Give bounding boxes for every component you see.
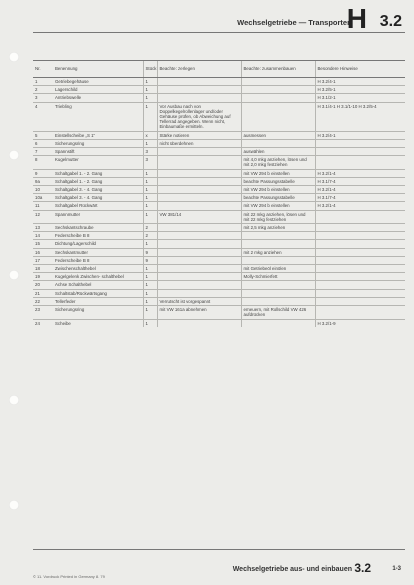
col-stueck-cell: 1	[143, 202, 157, 210]
col-zusammenbauen-cell: mit Getriebeöl einölen	[241, 265, 315, 273]
col-zusammenbauen-cell: beachte Passungsstabelle	[241, 194, 315, 202]
col-stueck-cell: 1	[143, 289, 157, 297]
parts-table	[33, 60, 405, 327]
col-zusammenbauen-cell	[241, 86, 315, 94]
header-col-hinweise: Besondere Hinweise	[315, 61, 405, 78]
col-nr-cell: 2	[33, 86, 53, 94]
col-benennung-cell: Schaltstab/Rückwärtsgang	[53, 289, 143, 297]
table-row	[33, 139, 405, 147]
col-nr-cell: 6	[33, 139, 53, 147]
col-nr-cell: 15	[33, 240, 53, 248]
col-hinweise-cell	[315, 281, 405, 289]
col-benennung-cell: Spannmutter	[53, 210, 143, 223]
col-zerlegen-cell: mit VW 161a abnehmen	[157, 306, 241, 319]
col-nr-cell: 1	[33, 78, 53, 86]
col-zerlegen-cell	[157, 224, 241, 232]
col-zerlegen-cell: VW 381/14	[157, 210, 241, 223]
col-stueck-cell: 1	[143, 78, 157, 86]
col-benennung-cell: Achse Schalthebel	[53, 281, 143, 289]
col-benennung-cell: Schaltgabel 3. - 4. Gang	[53, 194, 143, 202]
col-benennung-cell: Triebling	[53, 102, 143, 131]
col-zerlegen-cell	[157, 86, 241, 94]
col-zerlegen-cell	[157, 177, 241, 185]
table-row	[33, 232, 405, 240]
col-stueck-cell: 1	[143, 94, 157, 102]
col-hinweise-cell: H 3.2/1-4	[315, 186, 405, 194]
col-zusammenbauen-cell	[241, 94, 315, 102]
col-stueck-cell: 1	[143, 240, 157, 248]
punch-hole	[9, 270, 19, 280]
col-zusammenbauen-cell: ausmessen	[241, 131, 315, 139]
col-benennung-cell: Schaltgabel 3. - 4. Gang	[53, 186, 143, 194]
col-zusammenbauen-cell	[241, 256, 315, 264]
col-benennung-cell: Getriebegehäuse	[53, 78, 143, 86]
col-stueck-cell: 2	[143, 232, 157, 240]
table-row	[33, 194, 405, 202]
section-title: Wechselgetriebe — Transporter	[237, 18, 350, 27]
col-hinweise-cell	[315, 139, 405, 147]
col-hinweise-cell: H 3.2/4-1	[315, 131, 405, 139]
col-nr-cell: 21	[33, 289, 53, 297]
col-zusammenbauen-cell: erneuern, mit Rollschild VW 426 aufdrücken	[241, 306, 315, 319]
col-zerlegen-cell	[157, 169, 241, 177]
col-hinweise-cell: H 3.2/4-1	[315, 78, 405, 86]
punch-hole	[9, 500, 19, 510]
table-row	[33, 319, 405, 327]
table-row	[33, 156, 405, 169]
col-benennung-cell: Federscheibe B 8	[53, 232, 143, 240]
col-stueck-cell: 2	[143, 224, 157, 232]
col-hinweise-cell: H 3.2/1-4	[315, 202, 405, 210]
table-row	[33, 131, 405, 139]
col-zusammenbauen-cell: mit 2 mkg anziehen	[241, 248, 315, 256]
col-zusammenbauen-cell	[241, 240, 315, 248]
col-zerlegen-cell	[157, 240, 241, 248]
col-benennung-cell: Zwischenschalthebel	[53, 265, 143, 273]
col-zerlegen-cell	[157, 78, 241, 86]
col-nr-cell: 10	[33, 186, 53, 194]
col-stueck-cell: 1	[143, 169, 157, 177]
col-benennung-cell: Lagerschild	[53, 86, 143, 94]
table-row	[33, 148, 405, 156]
header-rule	[33, 32, 405, 33]
col-hinweise-cell	[315, 265, 405, 273]
col-zusammenbauen-cell: mit VW 294 b einstellen	[241, 202, 315, 210]
col-zerlegen-cell	[157, 148, 241, 156]
table-body	[33, 78, 405, 327]
col-nr-cell: 8	[33, 156, 53, 169]
page-number: 1-3	[392, 566, 401, 572]
col-hinweise-cell	[315, 306, 405, 319]
col-zusammenbauen-cell	[241, 232, 315, 240]
col-nr-cell: 14	[33, 232, 53, 240]
col-benennung-cell: Sicherungsring	[53, 139, 143, 147]
col-zerlegen-cell	[157, 232, 241, 240]
table-row	[33, 94, 405, 102]
col-hinweise-cell: H 3.1/7-4	[315, 177, 405, 185]
col-nr-cell: 17	[33, 256, 53, 264]
col-stueck-cell: 1	[143, 102, 157, 131]
page-header	[0, 0, 414, 40]
col-benennung-cell: Tellerfeder	[53, 297, 143, 305]
punch-hole	[9, 52, 19, 62]
col-zerlegen-cell	[157, 94, 241, 102]
table-row	[33, 265, 405, 273]
col-zusammenbauen-cell: auswählen	[241, 148, 315, 156]
col-nr-cell: 11	[33, 202, 53, 210]
col-benennung-cell: Sechskantschraube	[53, 224, 143, 232]
col-nr-cell: 7	[33, 148, 53, 156]
header-col-zusammenbauen: Beachte: zusammenbauen	[241, 61, 315, 78]
col-zerlegen-cell	[157, 194, 241, 202]
col-zerlegen-cell	[157, 289, 241, 297]
col-nr-cell: 4	[33, 102, 53, 131]
table-row	[33, 248, 405, 256]
col-zusammenbauen-cell	[241, 102, 315, 131]
col-stueck-cell: 1	[143, 265, 157, 273]
page-footer	[0, 549, 414, 585]
col-stueck-cell: 1	[143, 194, 157, 202]
col-benennung-cell: Kugelgelenk Zwischen- schalthebel	[53, 273, 143, 281]
col-hinweise-cell	[315, 148, 405, 156]
section-letter: H	[346, 3, 367, 34]
col-hinweise-cell	[315, 297, 405, 305]
table-row	[33, 240, 405, 248]
punch-hole	[9, 395, 19, 405]
col-zerlegen-cell: nicht überdehnen	[157, 139, 241, 147]
header-col-nr: Nr.	[33, 61, 53, 78]
col-nr-cell: 10a	[33, 194, 53, 202]
col-hinweise-cell: H 3.2/5-1	[315, 86, 405, 94]
col-hinweise-cell	[315, 224, 405, 232]
col-zusammenbauen-cell: mit VW 294 b einstellen	[241, 186, 315, 194]
col-zerlegen-cell: Verrutscht ist vorgespannt	[157, 297, 241, 305]
col-hinweise-cell	[315, 289, 405, 297]
section-number: 3.2	[379, 13, 402, 30]
col-zusammenbauen-cell: beachte Passungsstabelle	[241, 177, 315, 185]
col-nr-cell: 13	[33, 224, 53, 232]
col-nr-cell: 5	[33, 131, 53, 139]
col-stueck-cell: 1	[143, 273, 157, 281]
col-nr-cell: 23	[33, 306, 53, 319]
col-zerlegen-cell	[157, 273, 241, 281]
table-row	[33, 281, 405, 289]
col-zerlegen-cell	[157, 248, 241, 256]
col-hinweise-cell: H 3.1/2-1	[315, 94, 405, 102]
col-zusammenbauen-cell	[241, 289, 315, 297]
col-zerlegen-cell	[157, 156, 241, 169]
col-zusammenbauen-cell	[241, 319, 315, 327]
col-hinweise-cell	[315, 240, 405, 248]
col-hinweise-cell: H 3.1/4-1 H 3.1/1-10 H 3.2/5-4	[315, 102, 405, 131]
header-col-benennung: Benennung	[53, 61, 143, 78]
col-nr-cell: 20	[33, 281, 53, 289]
col-stueck-cell: 1	[143, 281, 157, 289]
col-stueck-cell: 1	[143, 139, 157, 147]
col-zusammenbauen-cell: mit 2,5 mkg anziehen	[241, 224, 315, 232]
header-col-zerlegen: Beachte: zerlegen	[157, 61, 241, 78]
punch-hole	[9, 150, 19, 160]
col-benennung-cell: Scheibe	[53, 319, 143, 327]
col-benennung-cell: Dichtung/Lagerschild	[53, 240, 143, 248]
col-hinweise-cell	[315, 273, 405, 281]
col-stueck-cell: 1	[143, 306, 157, 319]
col-zusammenbauen-cell	[241, 297, 315, 305]
col-nr-cell: 24	[33, 319, 53, 327]
table-row	[33, 297, 405, 305]
col-benennung-cell: Sechskantmutter	[53, 248, 143, 256]
col-benennung-cell: Schaltgabel 1. - 2. Gang	[53, 177, 143, 185]
col-stueck-cell: 1	[143, 177, 157, 185]
col-stueck-cell: x	[143, 131, 157, 139]
col-stueck-cell: 9	[143, 256, 157, 264]
table-row	[33, 306, 405, 319]
col-hinweise-cell	[315, 232, 405, 240]
col-benennung-cell: Spannstift	[53, 148, 143, 156]
col-nr-cell: 22	[33, 297, 53, 305]
col-benennung-cell: Schaltgabel 1. - 2. Gang	[53, 169, 143, 177]
table-row	[33, 86, 405, 94]
col-benennung-cell: Sicherungsring	[53, 306, 143, 319]
table-header	[33, 61, 405, 78]
col-stueck-cell: 9	[143, 248, 157, 256]
col-zerlegen-cell	[157, 319, 241, 327]
col-nr-cell: 16	[33, 248, 53, 256]
col-benennung-cell: Einstellscheibe „S 1“	[53, 131, 143, 139]
col-hinweise-cell	[315, 256, 405, 264]
col-zusammenbauen-cell	[241, 139, 315, 147]
col-nr-cell: 9	[33, 169, 53, 177]
col-zusammenbauen-cell: mit 22 mkg anziehen, lösen und mit 22 mkg festziehen	[241, 210, 315, 223]
col-benennung-cell: Kugelmutter	[53, 156, 143, 169]
col-zusammenbauen-cell: mit VW 294 b einstellen	[241, 169, 315, 177]
col-stueck-cell: 3	[143, 148, 157, 156]
col-nr-cell: 9a	[33, 177, 53, 185]
footer-title: Wechselgetriebe aus- und einbauen	[232, 566, 352, 573]
col-stueck-cell: 1	[143, 210, 157, 223]
table-row	[33, 202, 405, 210]
footer-rule	[33, 549, 405, 550]
col-zerlegen-cell: Vor Ausbau nach von Doppelkegelrollenlager und/oder Gehäuse prüfen, ob Abweichung auf Tellerrad angegeben. Wenn nicht, Einbaumaße ermitteln.	[157, 102, 241, 131]
col-nr-cell: 3	[33, 94, 53, 102]
col-hinweise-cell	[315, 248, 405, 256]
col-zerlegen-cell: Stärke notieren	[157, 131, 241, 139]
col-benennung-cell: Federscheibe B 8	[53, 256, 143, 264]
col-zerlegen-cell	[157, 281, 241, 289]
header-col-stueck: Stück	[143, 61, 157, 78]
col-stueck-cell: 1	[143, 86, 157, 94]
print-note: © 11. Vordruck Printed in Germany 8. 79	[33, 574, 105, 579]
table-row	[33, 289, 405, 297]
col-hinweise-cell: H 3.2/1-4	[315, 169, 405, 177]
col-nr-cell: 19	[33, 273, 53, 281]
col-zerlegen-cell	[157, 256, 241, 264]
table-row	[33, 78, 405, 86]
col-nr-cell: 18	[33, 265, 53, 273]
col-zusammenbauen-cell	[241, 78, 315, 86]
table-row	[33, 210, 405, 223]
footer-section-number: 3.2	[354, 561, 371, 575]
col-hinweise-cell: H 3.1/7-4	[315, 194, 405, 202]
col-stueck-cell: 3	[143, 156, 157, 169]
col-zusammenbauen-cell: mit 4,0 mkg anziehen, lösen und mit 2,0 mkg festziehen	[241, 156, 315, 169]
table-row	[33, 177, 405, 185]
col-zusammenbauen-cell: Molly-Schmierfett	[241, 273, 315, 281]
table-row	[33, 102, 405, 131]
col-nr-cell: 12	[33, 210, 53, 223]
col-hinweise-cell	[315, 210, 405, 223]
table-row	[33, 169, 405, 177]
table-row	[33, 224, 405, 232]
col-stueck-cell: 1	[143, 319, 157, 327]
table-row	[33, 273, 405, 281]
col-hinweise-cell	[315, 156, 405, 169]
col-zerlegen-cell	[157, 186, 241, 194]
col-hinweise-cell: H 3.2/1-9	[315, 319, 405, 327]
col-zerlegen-cell	[157, 202, 241, 210]
col-zerlegen-cell	[157, 265, 241, 273]
col-zusammenbauen-cell	[241, 281, 315, 289]
table-row	[33, 186, 405, 194]
col-stueck-cell: 1	[143, 297, 157, 305]
col-stueck-cell: 1	[143, 186, 157, 194]
table-row	[33, 256, 405, 264]
col-benennung-cell: Antriebswelle	[53, 94, 143, 102]
col-benennung-cell: Schaltgabel Rückwärt	[53, 202, 143, 210]
